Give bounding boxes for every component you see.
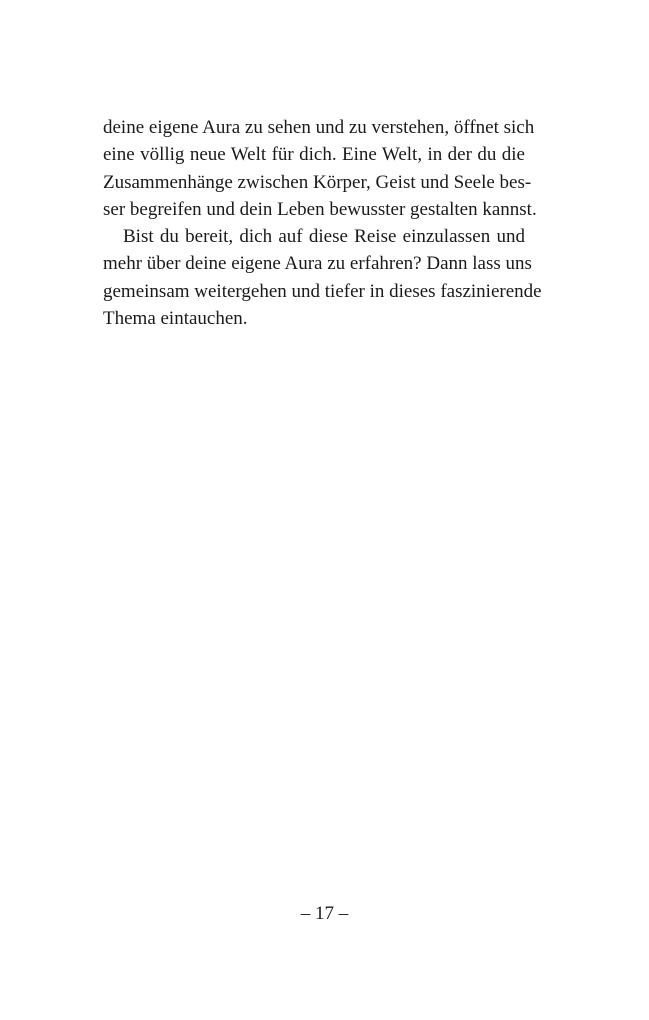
- text-line: eine völlig neue Welt für dich. Eine Welt, in der du die: [103, 144, 525, 166]
- text-line: gemeinsam weitergehen und tiefer in dieses faszinierende: [103, 280, 542, 302]
- page-number: – 17 –: [300, 903, 349, 924]
- paragraph-2: [103, 223, 542, 332]
- text-line: Zusammenhänge zwischen Körper, Geist und Seele bes-: [103, 171, 532, 193]
- text-line: Thema eintauchen.: [103, 308, 248, 330]
- text-line: ser begreifen und dein Leben bewusster gestalten kannst.: [103, 198, 537, 220]
- text-line: mehr über deine eigene Aura zu erfahren? Dann lass uns: [103, 253, 532, 275]
- body-text: [103, 114, 542, 332]
- text-line: Bist du bereit, dich auf diese Reise einzulassen und: [123, 226, 525, 248]
- paragraph-1: [103, 114, 537, 223]
- text-line: deine eigene Aura zu sehen und zu verstehen, öffnet sich: [103, 117, 535, 138]
